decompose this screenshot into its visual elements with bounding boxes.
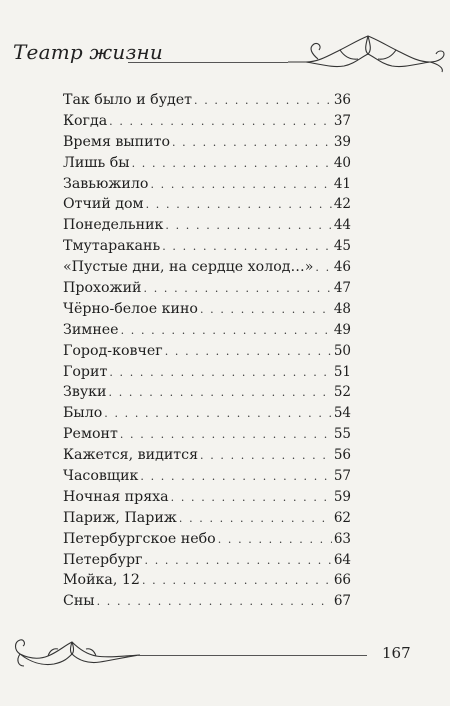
toc-entry-page: 37: [333, 112, 351, 129]
toc-entry-title: Зимнее: [63, 321, 119, 338]
toc-entry[interactable]: [63, 196, 351, 217]
toc-entry-page: 63: [333, 530, 351, 547]
header-rule: [128, 62, 288, 63]
dot-leader: [140, 470, 331, 483]
dot-leader: [104, 407, 332, 420]
toc-entry-page: 50: [333, 342, 351, 359]
toc-entry-title: Лишь бы: [63, 154, 130, 171]
toc-entry-page: 56: [333, 447, 351, 464]
toc-entry-page: 48: [333, 300, 351, 317]
toc-entry-title: Отчий дом: [63, 196, 144, 213]
dot-leader: [150, 178, 331, 191]
toc-entry[interactable]: [63, 510, 351, 531]
toc-entry-page: 66: [333, 572, 351, 589]
toc-entry-page: 62: [333, 509, 351, 526]
dot-leader: [109, 115, 332, 128]
toc-entry-title: Когда: [63, 112, 108, 129]
toc-entry[interactable]: [63, 259, 351, 280]
toc-entry-title: Город-ковчег: [63, 342, 163, 359]
dot-leader: [218, 533, 332, 546]
flourish-ornament-icon: [8, 632, 148, 672]
toc-entry[interactable]: [63, 217, 351, 238]
dot-leader: [315, 261, 331, 274]
page-number: 167: [382, 644, 411, 662]
dot-leader: [165, 219, 331, 232]
toc-entry-page: 40: [333, 154, 351, 171]
toc-entry-page: 55: [333, 426, 351, 443]
toc-entry-title: Тмутаракань: [63, 238, 161, 255]
toc-entry-title: Горит: [63, 363, 108, 380]
toc-entry-title: Так было и будет: [63, 92, 193, 108]
toc-entry-page: 67: [333, 593, 351, 610]
dot-leader: [171, 491, 332, 504]
toc-entry-page: 39: [333, 133, 351, 150]
toc-entry[interactable]: [63, 552, 351, 573]
toc-entry-page: 52: [333, 384, 351, 401]
toc-entry[interactable]: [63, 92, 351, 113]
toc-entry-page: 51: [333, 363, 351, 380]
toc-entry-page: 49: [333, 321, 351, 338]
dot-leader: [109, 366, 331, 379]
toc-entry-title: Было: [63, 405, 103, 422]
running-title: Театр жизни: [13, 40, 164, 64]
toc-entry-title: «Пустые дни, на сердце холод…»: [63, 259, 314, 276]
toc-entry[interactable]: [63, 447, 351, 468]
toc-entry-title: Петербург: [63, 551, 143, 568]
dot-leader: [172, 136, 332, 149]
toc-entry[interactable]: [63, 384, 351, 405]
toc-entry[interactable]: [63, 405, 351, 426]
toc-entry-page: 41: [333, 175, 351, 192]
toc-entry[interactable]: [63, 280, 351, 301]
toc-entry[interactable]: [63, 155, 351, 176]
dot-leader: [165, 345, 332, 358]
footer-rule: [137, 655, 367, 656]
dot-leader: [121, 324, 332, 337]
toc-entry[interactable]: [63, 426, 351, 447]
toc-entry-title: Звуки: [63, 384, 107, 401]
toc-entry-title: Время выпито: [63, 133, 170, 150]
toc-entry-page: 46: [333, 259, 351, 276]
toc-entry[interactable]: [63, 364, 351, 385]
toc-entry-page: 42: [333, 196, 351, 213]
toc-entry-page: 57: [333, 468, 351, 485]
toc-entry[interactable]: [63, 468, 351, 489]
toc-entry-title: Часовщик: [63, 468, 139, 485]
toc-entry-title: Петербургское небо: [63, 530, 216, 547]
toc-entry-title: Ремонт: [63, 426, 118, 443]
toc-entry-page: 64: [333, 551, 351, 568]
toc-entry-page: 45: [333, 238, 351, 255]
flourish-ornament-icon: [288, 28, 448, 74]
toc-entry-title: Завьюжило: [63, 175, 149, 192]
toc-entry[interactable]: [63, 343, 351, 364]
toc-entry-title: Понедельник: [63, 217, 164, 234]
dot-leader: [179, 512, 332, 525]
toc-entry-title: Париж, Париж: [63, 509, 177, 526]
dot-leader: [162, 240, 332, 253]
dot-leader: [145, 554, 332, 567]
dot-leader: [142, 574, 332, 587]
dot-leader: [200, 303, 332, 316]
toc-entry-title: Чёрно-белое кино: [63, 300, 198, 317]
dot-leader: [200, 449, 332, 462]
toc-entry[interactable]: [63, 134, 351, 155]
dot-leader: [144, 282, 332, 295]
toc-entry[interactable]: [63, 301, 351, 322]
toc-entry[interactable]: [63, 322, 351, 343]
dot-leader: [109, 386, 332, 399]
table-of-contents: [63, 92, 351, 614]
dot-leader: [97, 595, 332, 608]
toc-entry-title: Сны: [63, 593, 95, 610]
toc-entry-title: Прохожий: [63, 280, 142, 297]
toc-entry-title: Мойка, 12: [63, 572, 140, 589]
toc-entry[interactable]: [63, 572, 351, 593]
toc-entry[interactable]: [63, 593, 351, 614]
dot-leader: [194, 94, 332, 107]
toc-entry-title: Ночная пряха: [63, 488, 169, 505]
toc-entry-title: Кажется, видится: [63, 447, 199, 464]
toc-entry[interactable]: [63, 489, 351, 510]
toc-entry-page: 47: [333, 280, 351, 297]
toc-entry-page: 36: [333, 92, 351, 108]
dot-leader: [146, 198, 332, 211]
toc-entry[interactable]: [63, 113, 351, 134]
toc-entry[interactable]: [63, 531, 351, 552]
toc-entry[interactable]: [63, 238, 351, 259]
toc-entry-page: 44: [333, 217, 351, 234]
toc-entry-page: 59: [333, 488, 351, 505]
toc-entry-page: 54: [333, 405, 351, 422]
dot-leader: [120, 428, 332, 441]
toc-entry[interactable]: [63, 176, 351, 197]
dot-leader: [132, 157, 332, 170]
